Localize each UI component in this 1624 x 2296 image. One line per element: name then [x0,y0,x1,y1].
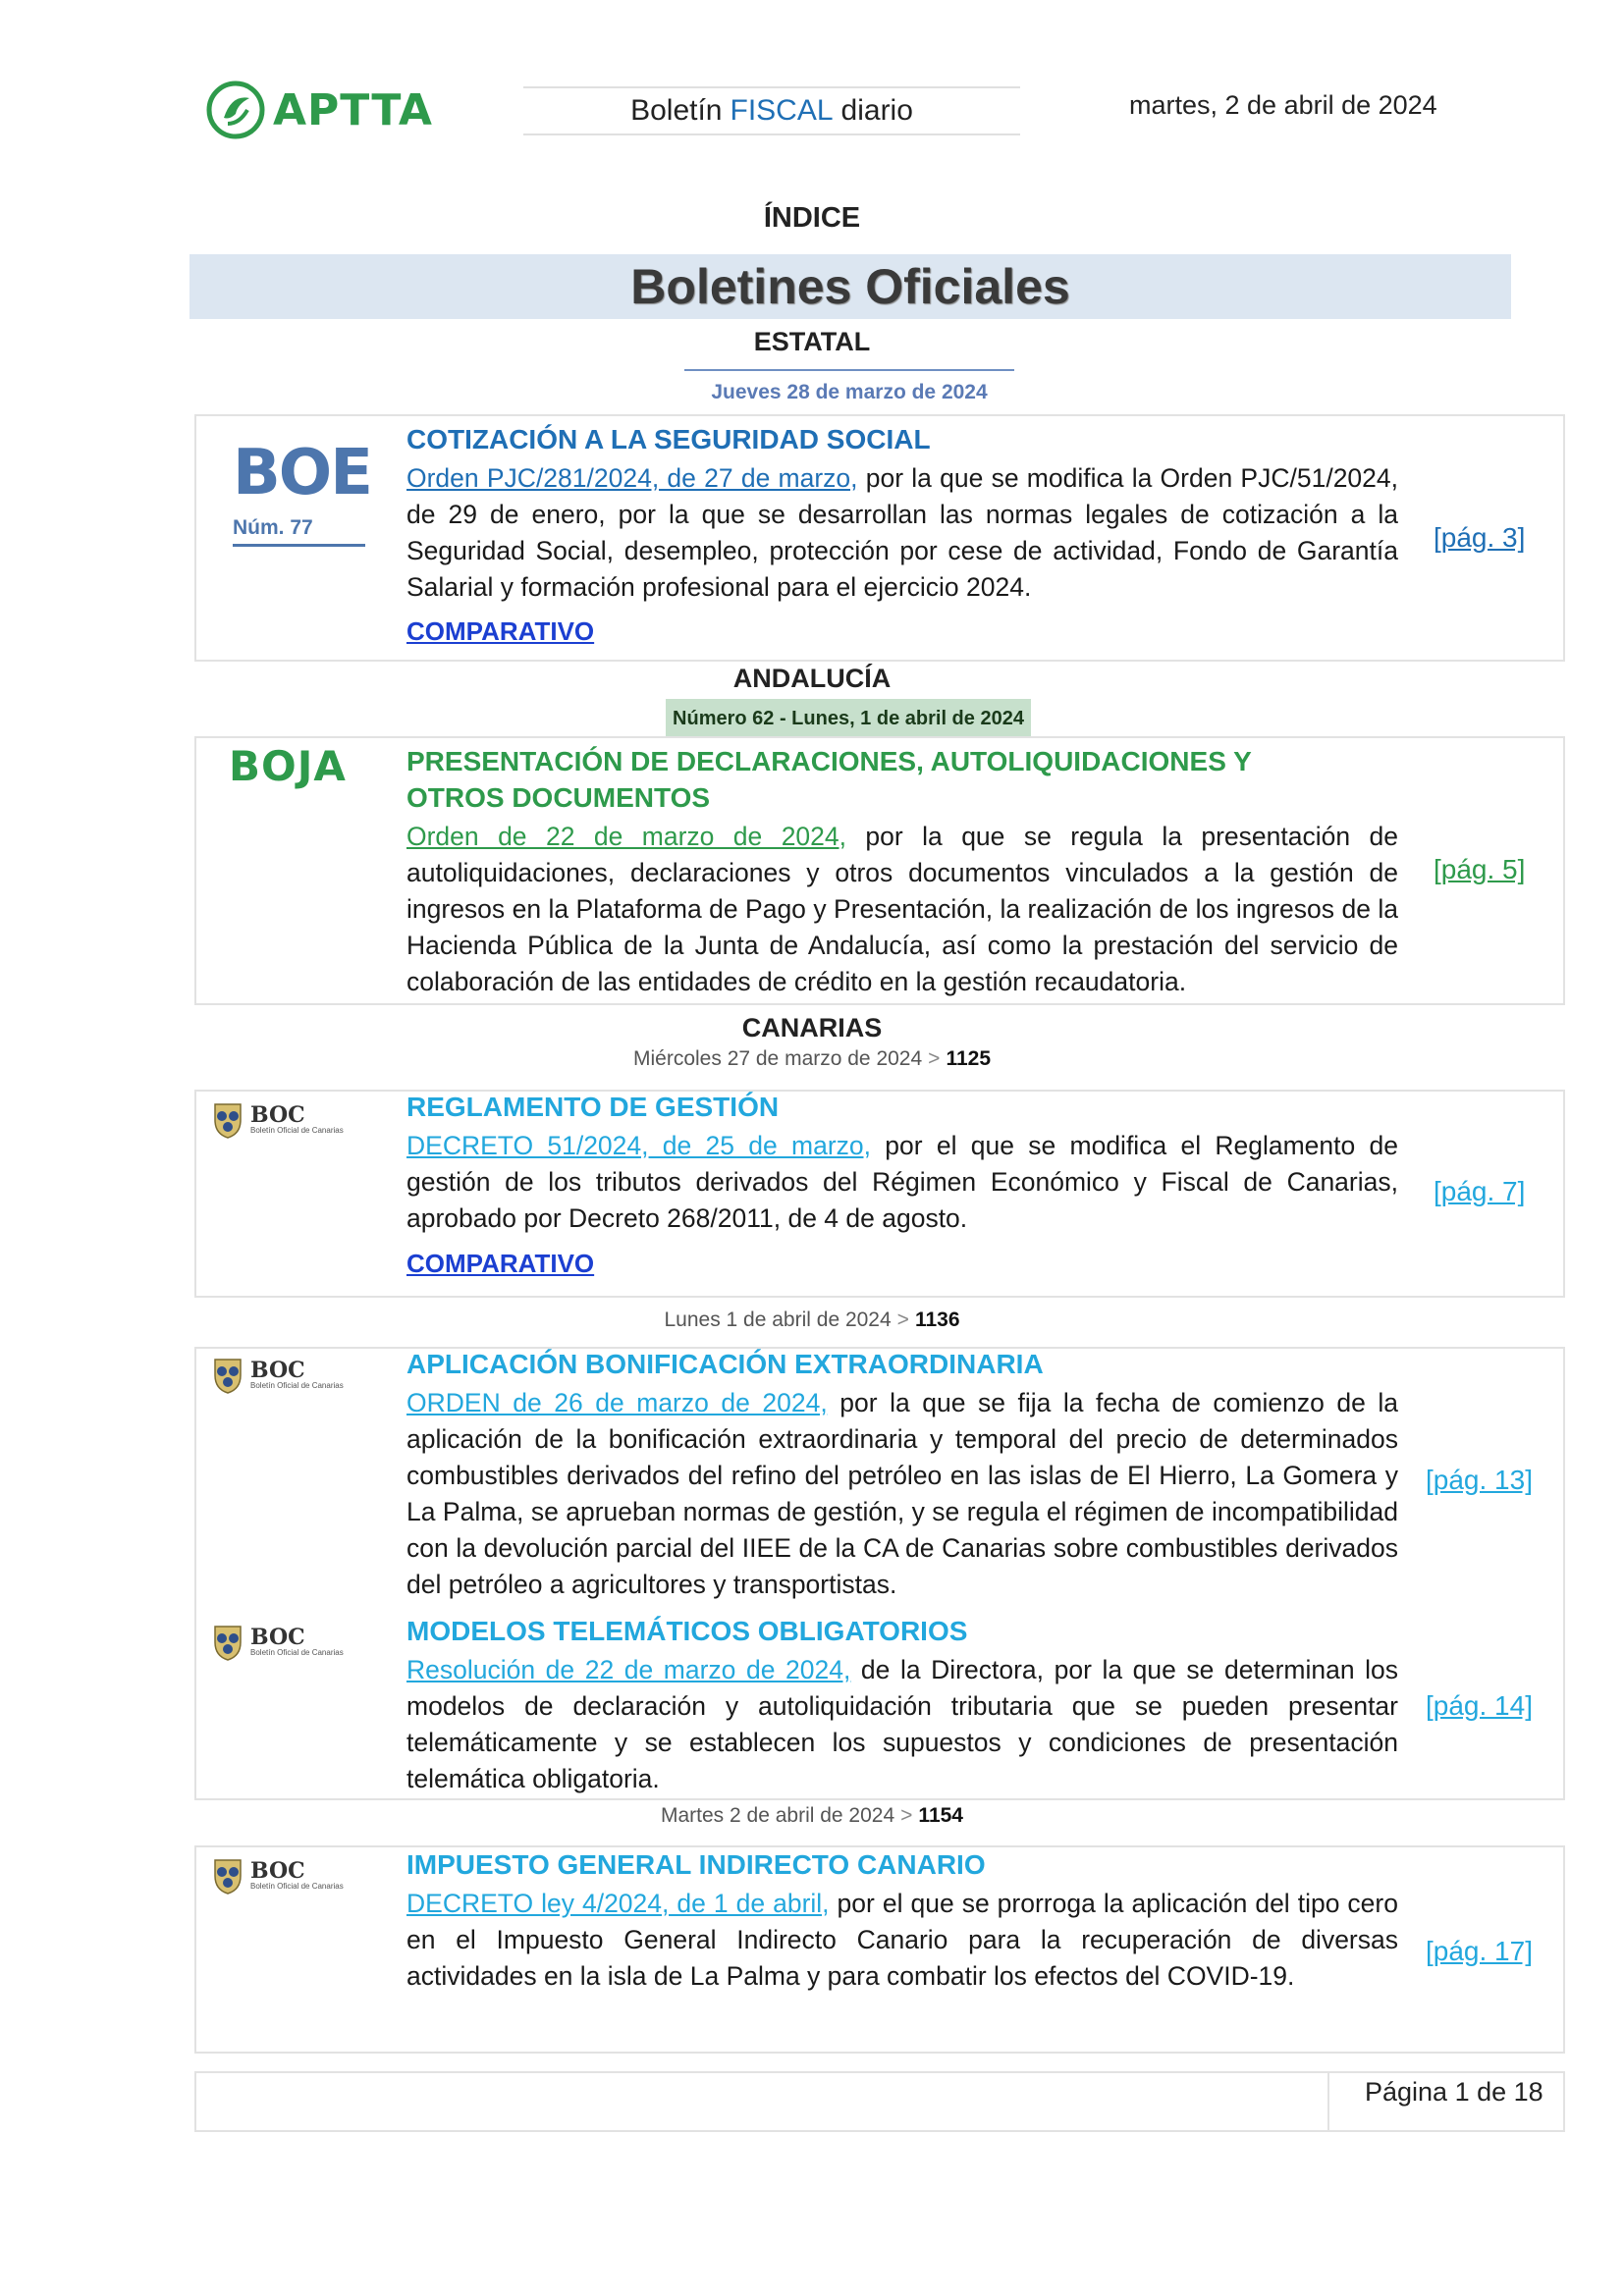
entry-link[interactable]: Orden de 22 de marzo de 2024, [406,822,847,851]
canarias-shield-icon [211,1354,244,1395]
header-date: martes, 2 de abril de 2024 [1129,90,1437,120]
boja-date-label: Número 62 - Lunes, 1 de abril de 2024 [666,699,1031,738]
boc-logo: BOC Boletín Oficial de Canarias [211,1618,383,1665]
entry-title: PRESENTACIÓN DE DECLARACIONES, AUTOLIQUIDACIONES Y [406,746,1252,776]
page-link[interactable]: [pág. 14] [1426,1690,1533,1721]
entry-link[interactable]: DECRETO 51/2024, de 25 de marzo, [406,1131,872,1160]
index-title: ÍNDICE [763,202,861,234]
entry-title-line2: OTROS DOCUMENTOS [406,782,711,813]
footer-box [194,2071,1565,2132]
boc-date-label: Miércoles 27 de marzo de 2024 > 1125 [633,1047,991,1070]
section-band [189,254,1511,319]
boc-logo: BOC Boletín Oficial de Canarias [211,1851,383,1898]
entry-title: REGLAMENTO DE GESTIÓN [406,1092,780,1122]
entry-title: COTIZACIÓN A LA SEGURIDAD SOCIAL [406,424,931,454]
boe-date-label: Jueves 28 de marzo de 2024 [684,369,1014,416]
bulletin-title: Boletín FISCAL diario [523,86,1020,135]
aptta-logo [206,77,461,143]
entry-body: Orden PJC/281/2024, de 27 de marzo, por la que se modifica la Orden PJC/51/2024, de 29 de enero, por la que se desarrollan las normas legales de cotización a la Seguridad Social, desempleo, protección por cese de actividad, Fondo de Garantía Salarial y formación profesional para el ejercicio 2024. [406,463,1399,602]
comparativo-link[interactable]: COMPARATIVO [406,1249,595,1278]
bulletin-fiscal: FISCAL [730,94,834,127]
page-number: Página 1 de 18 [1365,2077,1543,2107]
boc-date-label: Martes 2 de abril de 2024 > 1154 [661,1804,963,1827]
entry-body: Resolución de 22 de marzo de 2024, de la Directora, por la que se determinan los modelos de declaración y autoliquidación tributaria que se pueden presentar telemáticamente y se establecen los supuestos y condiciones de presentación telemática obligatoria. [406,1655,1399,1793]
page-link[interactable]: [pág. 5] [1434,854,1526,884]
band-title: Boletines Oficiales [630,259,1070,314]
entry-body: ORDEN de 26 de marzo de 2024, por la que se fija la fecha de comienzo de la aplicación de la bonificación extraordinaria y temporal del precio de determinados combustibles derivados del refino del petróleo en las islas de El Hierro, La Gomera y La Palma, se aprueban normas de gestión, y se regula el régimen de incompatibilidad con la devolución parcial del IIEE de la CA de Canarias sobre combustibles derivados del petróleo a agricultores y transportistas. [406,1388,1398,1599]
footer-divider [1327,2071,1329,2132]
canarias-shield-icon [211,1621,244,1662]
entry-link[interactable]: DECRETO ley 4/2024, de 1 de abril, [406,1889,830,1918]
entry-link[interactable]: Orden PJC/281/2024, de 27 de marzo, [406,463,858,493]
section-canarias: CANARIAS [741,1013,883,1042]
canarias-shield-icon [211,1098,244,1140]
boe-logo: BOE Núm. 77 [233,444,365,547]
boja-logo: BOJA [229,742,347,790]
boc-date-label: Lunes 1 de abril de 2024 > 1136 [664,1308,960,1331]
entry-title: APLICACIÓN BONIFICACIÓN EXTRAORDINARIA [406,1349,1044,1379]
canarias-shield-icon [211,1854,244,1896]
entry-body: DECRETO ley 4/2024, de 1 de abril, por el que se prorroga la aplicación del tipo cero en el Impuesto General Indirecto Canario para la recuperación de diversas actividades en la isla de La Palma y para combatir los efectos del COVID-19. [406,1889,1398,1991]
entry-title: MODELOS TELEMÁTICOS OBLIGATORIOS [406,1616,968,1646]
entry-body: Orden de 22 de marzo de 2024, por la que se regula la presentación de autoliquidaciones, declaraciones y otros documentos vinculados a la gestión de ingresos en la Plataforma de Pago y Presentación, la realización de los ingresos de la Hacienda Pública de la Junta de Andalucía, así como la prestación del servicio de colaboración de las entidades de crédito en la gestión recaudatoria. [406,822,1398,996]
page-link[interactable]: [pág. 7] [1434,1176,1526,1206]
section-andalucia: ANDALUCÍA [732,664,892,693]
aptta-emblem-icon [206,80,265,139]
boc-logo: BOC Boletín Oficial de Canarias [211,1351,383,1398]
section-estatal: ESTATAL [753,327,871,356]
entry-link[interactable]: ORDEN de 26 de marzo de 2024, [406,1388,828,1417]
logo-text: APTTA [273,84,433,135]
page-link[interactable]: [pág. 3] [1434,522,1526,553]
boc-logo: BOC Boletín Oficial de Canarias [211,1095,383,1143]
entry-link[interactable]: Resolución de 22 de marzo de 2024, [406,1655,851,1684]
page-link[interactable]: [pág. 13] [1426,1465,1533,1495]
entry-title: IMPUESTO GENERAL INDIRECTO CANARIO [406,1849,986,1880]
page-link[interactable]: [pág. 17] [1426,1936,1533,1966]
entry-body: DECRETO 51/2024, de 25 de marzo, por el que se modifica el Reglamento de gestión de los tributos derivados del Régimen Económico y Fiscal de Canarias, aprobado por Decreto 268/2011, de 4 de agosto. [406,1131,1398,1233]
comparativo-link[interactable]: COMPARATIVO [406,616,595,646]
